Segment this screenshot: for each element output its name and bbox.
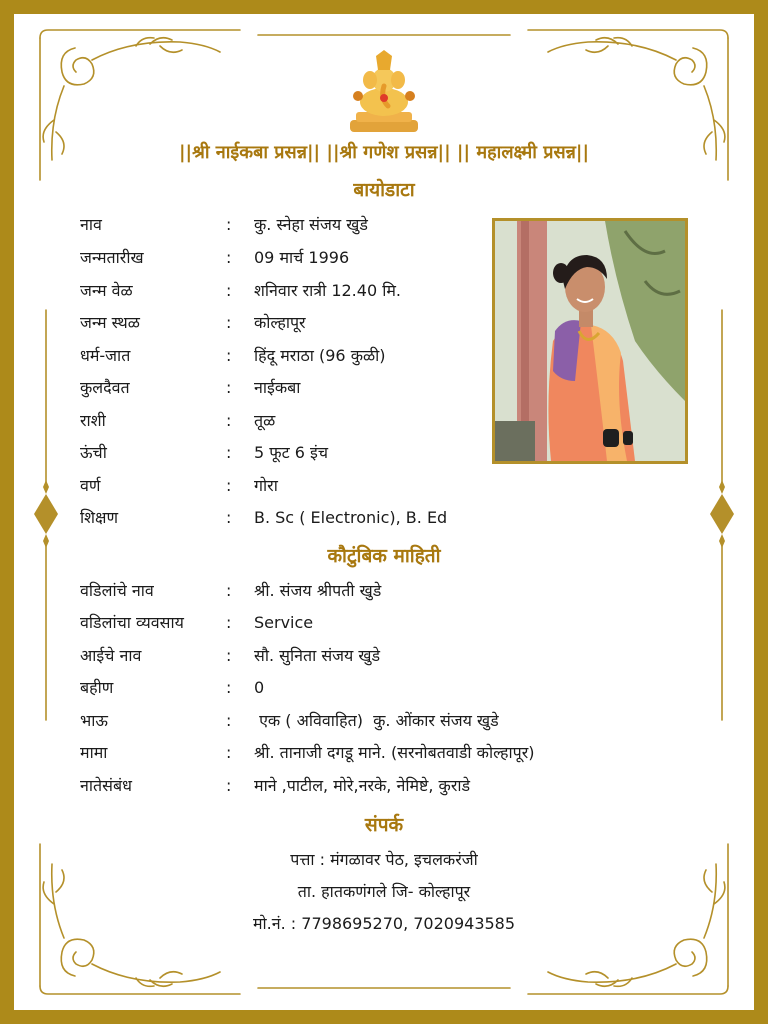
row-label: वडिलांचा व्यवसाय — [80, 613, 184, 632]
row-value: गोरा — [254, 476, 278, 495]
row-separator: : — [226, 776, 232, 795]
row-label: नातेसंबंध — [80, 776, 132, 795]
row-label: वर्ण — [80, 476, 101, 495]
row-separator: : — [226, 646, 232, 665]
row-value: श्री. तानाजी दगडू माने. (सरनोबतवाडी कोल्हापूर) — [254, 743, 535, 762]
row-label: भाऊ — [80, 711, 108, 730]
row-separator: : — [226, 313, 232, 332]
profile-photo-image — [495, 221, 685, 461]
row-value: शनिवार रात्री 12.40 मि. — [254, 281, 402, 300]
row-separator: : — [226, 743, 232, 762]
row-value: एक ( अविवाहित) कु. ओंकार संजय खुडे — [254, 711, 499, 730]
row-separator: : — [226, 378, 232, 397]
row-value: सौ. सुनिता संजय खुडे — [254, 646, 381, 665]
row-value: हिंदू मराठा (96 कुळी) — [254, 346, 386, 365]
row-separator: : — [226, 281, 232, 300]
row-label: जन्म स्थळ — [80, 313, 140, 332]
row-value: तूळ — [254, 411, 276, 430]
contact-address-line2: ता. हातकणंगले जि- कोल्हापूर — [297, 882, 471, 901]
row-separator: : — [226, 215, 232, 234]
row-value: माने ,पाटील, मोरे,नरके, नेमिष्टे, कुराडे — [254, 776, 471, 795]
row-label: कुलदैवत — [80, 378, 130, 397]
row-label: वडिलांचे नाव — [80, 581, 154, 600]
profile-photo — [492, 218, 688, 464]
row-label: आईचे नाव — [80, 646, 142, 665]
contact-address-line1: पत्ता : मंगळावर पेठ, इचलकरंजी — [290, 850, 478, 869]
row-value: 0 — [254, 678, 265, 697]
ganesh-idol-icon — [344, 50, 424, 136]
row-label: जन्म वेळ — [80, 281, 133, 300]
row-label: धर्म-जात — [80, 346, 131, 365]
family-heading: कौटुंबिक माहिती — [327, 545, 441, 567]
row-label: जन्मतारीख — [80, 248, 144, 267]
row-separator: : — [226, 411, 232, 430]
row-separator: : — [226, 678, 232, 697]
row-value: श्री. संजय श्रीपती खुडे — [254, 581, 382, 600]
row-value: 09 मार्च 1996 — [254, 248, 350, 267]
row-value: 5 फूट 6 इंच — [254, 443, 329, 462]
row-separator: : — [226, 581, 232, 600]
row-separator: : — [226, 711, 232, 730]
row-separator: : — [226, 476, 232, 495]
row-separator: : — [226, 248, 232, 267]
row-value: B. Sc ( Electronic), B. Ed — [254, 508, 448, 527]
row-label: मामा — [80, 743, 108, 762]
contact-phone: मो.नं. : 7798695270, 7020943585 — [252, 914, 516, 933]
row-label: बहीण — [80, 678, 114, 697]
right-diamond-icon — [710, 494, 734, 534]
contact-heading: संपर्क — [364, 814, 404, 836]
row-value: Service — [254, 613, 314, 632]
row-label: ऊंची — [80, 443, 107, 462]
row-separator: : — [226, 508, 232, 527]
row-value: कोल्हापूर — [254, 313, 306, 332]
biodata-heading: बायोडाटा — [353, 179, 415, 201]
row-separator: : — [226, 613, 232, 632]
row-label: नाव — [80, 215, 102, 234]
left-diamond-icon — [34, 494, 58, 534]
row-value: नाईकबा — [254, 378, 301, 397]
row-separator: : — [226, 443, 232, 462]
row-label: शिक्षण — [80, 508, 119, 527]
blessing-header: ||श्री नाईकबा प्रसन्न|| ||श्री गणेश प्रसन्न|| || महालक्ष्मी प्रसन्न|| — [178, 142, 590, 163]
row-value: कु. स्नेहा संजय खुडे — [254, 215, 368, 234]
row-label: राशी — [80, 411, 106, 430]
row-separator: : — [226, 346, 232, 365]
